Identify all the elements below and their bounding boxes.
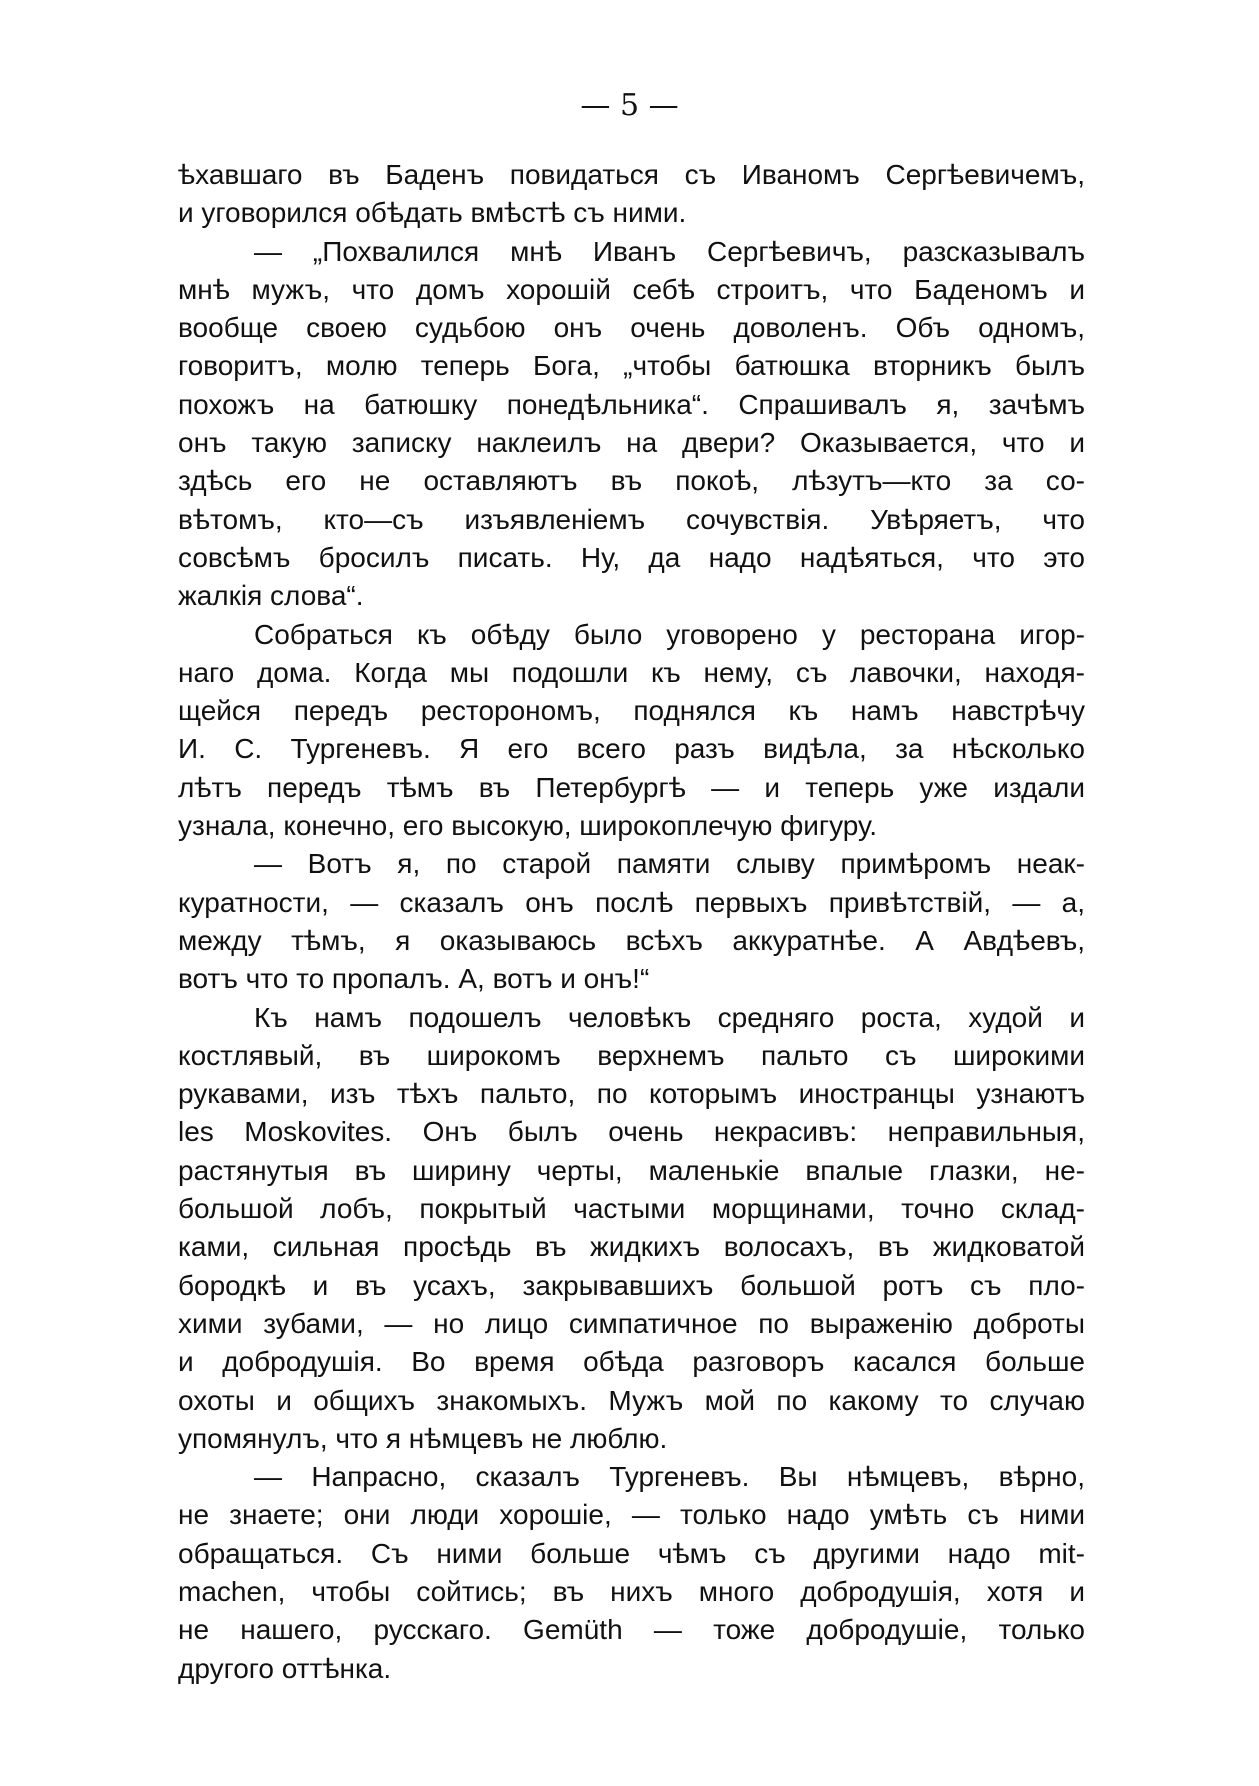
paragraph: [178, 999, 1085, 1459]
text-line: лѣтъ передъ тѣмъ въ Петербургѣ — и теперь уже издали: [178, 771, 1085, 803]
text-line: и добродушія. Во время обѣда разговоръ касался больше: [178, 1346, 1085, 1378]
text-line: ѣхавшаго въ Баденъ повидаться съ Иваномъ Сергѣевичемъ,: [178, 159, 1085, 190]
text-line: жалкія слова“.: [178, 580, 364, 612]
text-line: вообще своею судьбою онъ очень доволенъ. Объ одномъ,: [178, 312, 1085, 344]
text-line: здѣсь его не оставляютъ въ покоѣ, лѣзутъ—кто за со-: [178, 465, 1085, 497]
text-line: les Moskovites. Онъ былъ очень некрасивъ: неправильныя,: [178, 1116, 1085, 1148]
text-line: — Напрасно, сказалъ Тургеневъ. Вы нѣмцевъ, вѣрно,: [254, 1461, 1085, 1493]
text-line: вотъ что то пропалъ. А, вотъ и онъ!“: [178, 963, 650, 995]
text-line: мнѣ мужъ, что домъ хорошій себѣ строитъ, что Баденомъ и: [178, 273, 1085, 305]
text-line: Собраться къ обѣду было уговорено у ресторана игор-: [254, 618, 1085, 650]
text-line: не нашего, русскаго. Gemüth — тоже добродушіе, только: [178, 1614, 1085, 1646]
paragraph: [178, 233, 1085, 616]
text-line: упомянулъ, что я нѣмцевъ не люблю.: [178, 1422, 668, 1454]
text-line: — „Похвалился мнѣ Иванъ Сергѣевичъ, разсказывалъ: [254, 235, 1085, 267]
text-line: совсѣмъ бросилъ писать. Ну, да надо надѣяться, что это: [178, 541, 1085, 573]
text-line: рукавами, изъ тѣхъ пальто, по которымъ иностранцы узнаютъ: [178, 1078, 1085, 1110]
paragraph: [178, 845, 1085, 998]
text-line: онъ такую записку наклеилъ на двери? Оказывается, что и: [178, 427, 1085, 459]
text-line: говоритъ, молю теперь Бога, „чтобы батюшка вторникъ былъ: [178, 350, 1085, 382]
text-line: другого оттѣнка.: [178, 1652, 392, 1684]
text-line: ками, сильная просѣдь въ жидкихъ волосахъ, въ жидковатой: [178, 1231, 1085, 1263]
text-line: и уговорился обѣдать вмѣстѣ съ ними.: [178, 197, 687, 229]
text-line: вѣтомъ, кто—съ изъявленіемъ сочувствія. Увѣряетъ, что: [178, 503, 1085, 535]
text-line: хими зубами, — но лицо симпатичное по выраженію доброты: [178, 1307, 1085, 1339]
text-line: наго дома. Когда мы подошли къ нему, съ лавочки, находя-: [178, 656, 1085, 688]
text-line: бородкѣ и въ усахъ, закрывавшихъ большой ротъ съ пло-: [178, 1269, 1085, 1301]
paragraph: [178, 156, 1085, 233]
text-line: machen, чтобы сойтись; въ нихъ много добродушія, хотя и: [178, 1575, 1085, 1607]
text-line: — Вотъ я, по старой памяти слыву примѣромъ неак-: [254, 848, 1085, 880]
text-line: щейся передъ ресторономъ, поднялся къ намъ навстрѣчу: [178, 695, 1085, 727]
text-line: большой лобъ, покрытый частыми морщинами, точно склад-: [178, 1193, 1085, 1225]
text-line: узнала, конечно, его высокую, широкоплечую фигуру.: [178, 810, 878, 842]
text-line: похожъ на батюшку понедѣльника“. Спрашивалъ я, зачѣмъ: [178, 388, 1085, 420]
paragraph: [178, 616, 1085, 846]
paragraph: [178, 1458, 1085, 1688]
text-line: охоты и общихъ знакомыхъ. Мужъ мой по какому то случаю: [178, 1384, 1085, 1416]
text-line: И. С. Тургеневъ. Я его всего разъ видѣла, за нѣсколько: [178, 733, 1085, 765]
body-text: [178, 156, 1085, 1688]
text-line: Къ намъ подошелъ человѣкъ средняго роста, худой и: [254, 1001, 1085, 1033]
text-line: куратности, — сказалъ онъ послѣ первыхъ привѣтствій, — а,: [178, 886, 1085, 918]
text-line: обращаться. Съ ними больше чѣмъ съ другими надо mit-: [178, 1537, 1085, 1569]
text-line: растянутыя въ ширину черты, маленькіе впалые глазки, не-: [178, 1154, 1085, 1186]
text-line: не знаете; они люди хорошіе, — только надо умѣть съ ними: [178, 1499, 1085, 1531]
page-number: — 5 —: [580, 88, 679, 123]
text-line: костлявый, въ широкомъ верхнемъ пальто съ широкими: [178, 1039, 1085, 1071]
text-line: между тѣмъ, я оказываюсь всѣхъ аккуратнѣе. А Авдѣевъ,: [178, 924, 1085, 956]
